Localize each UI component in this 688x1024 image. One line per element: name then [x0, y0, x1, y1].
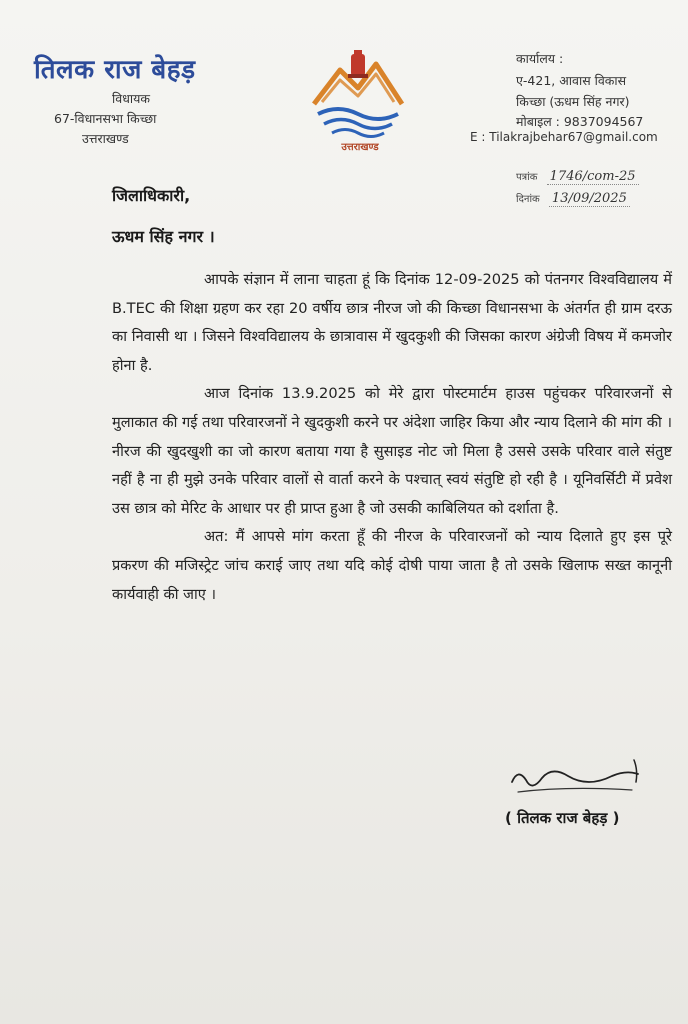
office-address-line1: ए-421, आवास विकास — [516, 73, 627, 88]
body-paragraph-1: आपके संज्ञान में लाना चाहता हूं कि दिनांक 12-09-2025 को पंतनगर विश्वविद्यालय में B.TEC की शिक्षा ग्रहण कर रहा 20 वर्षीय छात्र नीरज जो की किच्छा विधानसभा के अंतर्गत ही ग्राम दरऊ का निवासी था । जिसने विश्वविद्यालय के छात्रावास में खुदकुशी की जिसका कारण अंग्रेजी विषय में कमजोर होना है. — [112, 271, 672, 374]
patrank-value: 1746/com-25 — [547, 169, 639, 185]
reference-number — [516, 169, 639, 185]
recipient-line2: ऊधम सिंह नगर । — [112, 227, 215, 246]
body-paragraph-2: आज दिनांक 13.9.2025 को मेरे द्वारा पोस्टमार्टम हाउस पहुंचकर परिवारजनों से मुलाकात की गई तथा परिवारजनों ने खुदकुशी करने पर अंदेशा जाहिर किया और न्याय दिलाने की मांग की । नीरज की खुदखुशी का जो कारण बताया गया है सुसाइड नोट जो मिला है उससे उसके परिवार वाले संतुष्ट नहीं है ना ही मुझे उनके परिवार वालों से वार्ता करने के पश्चात् स्वयं संतुष्टि हो रही है । यूनिवर्सिटी में प्रवेश उस छात्र को मेरिट के आधार पर ही प्राप्त हुआ है जो उसकी काबिलियत को दर्शाता है. — [112, 385, 672, 517]
dinank-label: दिनांक — [516, 194, 540, 205]
reference-date — [516, 191, 630, 207]
signatory-name: ( तिलक राज बेहड़ ) — [505, 809, 620, 827]
office-address-line2: किच्छा (ऊधम सिंह नगर) — [516, 94, 630, 109]
office-email: E : Tilakrajbehar67@gmail.com — [470, 130, 658, 144]
logo-label: उत्तराखण्ड — [341, 142, 379, 153]
letterhead-constituency: 67-विधानसभा किच्छा — [54, 111, 157, 126]
letterhead-state: उत्तराखण्ड — [82, 131, 129, 146]
office-mobile: मोबाइल : 9837094567 — [516, 114, 644, 129]
patrank-label: पत्रांक — [516, 172, 538, 183]
letterhead-designation: विधायक — [112, 91, 150, 106]
letterhead-name: तिलक राज बेहड़ — [34, 55, 196, 85]
uttarakhand-emblem-logo — [310, 42, 406, 154]
body-paragraph-3: अत: मैं आपसे मांग करता हूँ की नीरज के परिवारजनों को न्याय दिलाते हुए इस पूरे प्रकरण की मजिस्ट्रेट जांच कराई जाए तथा यदि कोई दोषी पाया जाता है तो उसके खिलाफ सख्त कानूनी कार्यवाही की जाए । — [112, 528, 672, 603]
letter-body — [112, 266, 672, 609]
office-label: कार्यालय : — [516, 51, 564, 66]
handwritten-signature — [508, 752, 648, 812]
recipient-line1: जिलाधिकारी, — [112, 186, 191, 205]
dinank-value: 13/09/2025 — [549, 191, 630, 207]
